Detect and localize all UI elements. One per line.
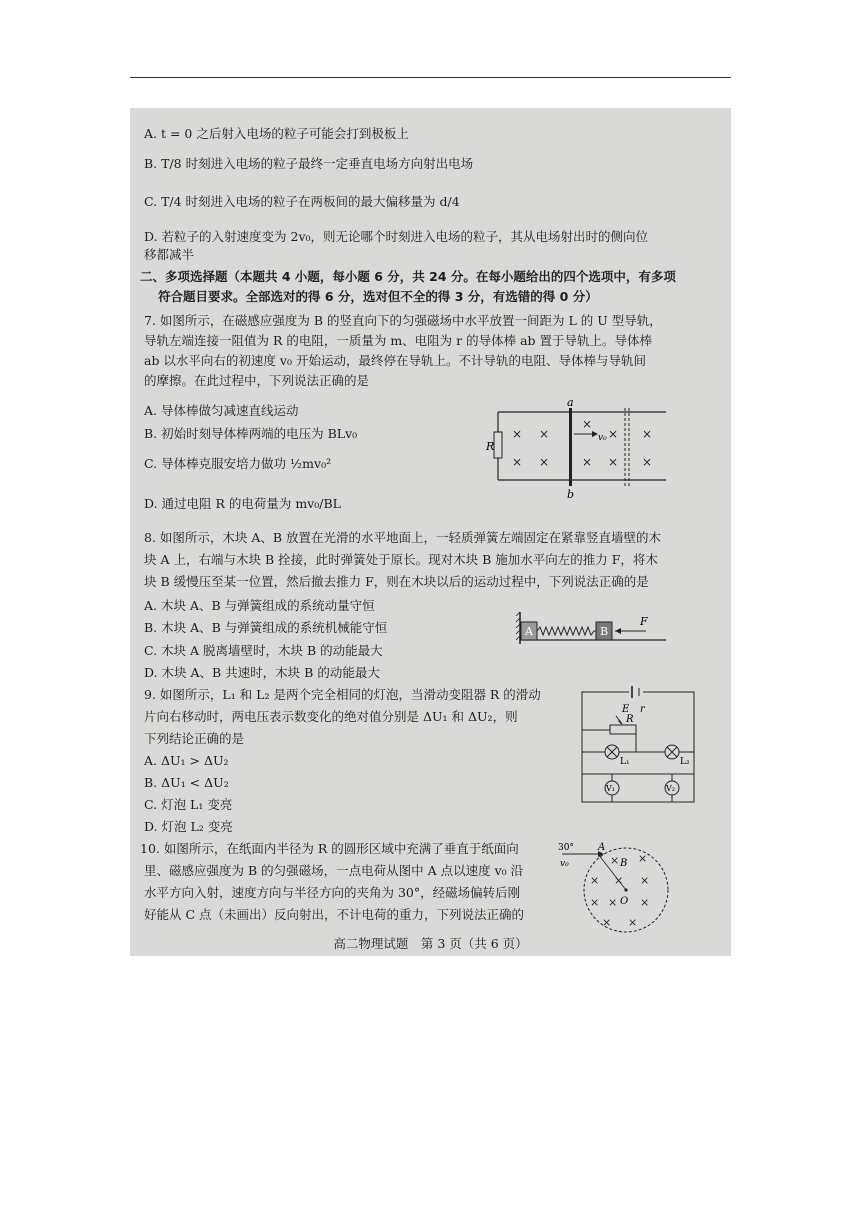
velocity-v0-label: v₀ [560,859,569,869]
field-cross-icon: × [582,455,593,469]
field-cross-icon: × [582,417,593,431]
q6-option-a: A. t = 0 之后射入电场的粒子可能会打到极板上 [144,126,409,141]
field-cross-icon: × [590,874,600,887]
q7-stem-line2: 导轨左端连接一阻值为 R 的电阻，一质量为 m、电阻为 r 的导体棒 ab 置于导轨上。导体棒 [144,333,653,348]
field-cross-icon: × [642,427,653,441]
q7-stem-line3: ab 以水平向右的初速度 v₀ 开始运动，最终停在导轨上。不计导轨的电阻、导体棒与导轨间 [144,353,646,368]
q10-stem-line4: 好能从 C 点（未画出）反向射出，不计电荷的重力，下列说法正确的 [144,907,525,922]
q7-fig-label-b: b [567,488,575,501]
lamp-l1-label: L₁ [620,757,630,767]
q7-stem-line4: 的摩擦。在此过程中，下列说法正确的是 [144,373,370,388]
point-b-label: B [620,858,628,869]
section2-heading-line1: 二、多项选择题（本题共 4 小题，每小题 6 分，共 24 分。在每小题给出的四个选项中，有多项 [140,269,676,284]
field-cross-icon: × [512,455,523,469]
q10-stem-line2: 里、磁感应强度为 B 的匀强磁场，一点电荷从图中 A 点以速度 v₀ 沿 [144,863,524,878]
q9-circuit-figure [574,684,704,808]
q6-option-d-line1: D. 若粒子的入射速度变为 2v₀，则无论哪个时刻进入电场的粒子，其从电场射出时的侧向位 [144,229,649,244]
q10-stem-line1: 10. 如图所示，在纸面内半径为 R 的圆形区域中充满了垂直于纸面向 [140,841,519,856]
angle-30-label: 30° [558,843,574,853]
voltmeter-v2-label: V₂ [666,784,675,793]
field-cross-icon: × [640,896,650,909]
field-cross-icon: × [628,916,638,929]
q7-fig-label-r: R [486,440,495,453]
q7-option-a: A. 导体棒做匀减速直线运动 [144,403,299,418]
q9-option-a: A. ΔU₁ > ΔU₂ [144,753,229,768]
lamp-l2-label: L₂ [680,757,690,767]
force-f-label: F [640,615,648,628]
q7-fig-label-v0: v₀ [598,433,607,443]
q10-stem-line3: 水平方向入射，速度方向与半径方向的夹角为 30°，经磁场偏转后刚 [144,885,521,900]
q8-option-a: A. 木块 A、B 与弹簧组成的系统动量守恒 [144,598,375,613]
q8-stem-line2: 块 A 上，右端与木块 B 拴接，此时弹簧处于原长。现对木块 B 施加水平向左的推力 F，将木 [144,552,658,567]
point-a-label: A [598,842,606,853]
q7-option-b: B. 初始时刻导体棒两端的电压为 BLv₀ [144,426,358,441]
field-cross-icon: × [608,896,618,909]
field-cross-icon: × [590,896,600,909]
q8-option-c: C. 木块 A 脱离墙壁时，木块 B 的动能最大 [144,643,383,658]
q9-stem-line2: 片向右移动时，两电压表示数变化的绝对值分别是 ΔU₁ 和 ΔU₂，则 [144,709,518,724]
section2-heading-line2: 符合题目要求。全部选对的得 6 分，选对但不全的得 3 分，有选错的得 0 分） [158,289,598,304]
q8-option-d: D. 木块 A、B 共速时，木块 B 的动能最大 [144,665,380,680]
q9-stem-line1: 9. 如图所示，L₁ 和 L₂ 是两个完全相同的灯泡，当滑动变阻器 R 的滑动 [144,687,541,702]
field-cross-icon: × [642,455,653,469]
emf-label: E [622,704,630,715]
q6-option-b: B. T/8 时刻进入电场的粒子最终一定垂直电场方向射出电场 [144,156,474,171]
q6-option-d-line2: 移都减半 [144,247,195,262]
field-cross-icon: × [640,874,650,887]
block-a-label: A [525,625,533,638]
q9-option-d: D. 灯泡 L₂ 变亮 [144,819,233,834]
header-rule [130,77,731,78]
exam-page-photo [130,108,731,956]
q8-stem-line1: 8. 如图所示，木块 A、B 放置在光滑的水平地面上，一轻质弹簧左端固定在紧靠竖直墙壁的木 [144,530,662,545]
field-cross-icon: × [602,916,612,929]
q10-magnetic-field-figure [558,838,668,938]
q7-rail-figure [486,396,669,501]
field-cross-icon: × [608,455,619,469]
field-cross-icon: × [608,427,619,441]
q9-stem-line3: 下列结论正确的是 [144,731,245,746]
q9-option-c: C. 灯泡 L₁ 变亮 [144,797,233,812]
q8-option-b: B. 木块 A、B 与弹簧组成的系统机械能守恒 [144,620,388,635]
field-cross-icon: × [614,874,624,887]
center-o-label: O [620,896,629,907]
block-b-label: B [600,625,609,638]
page-footer: 高二物理试题 第 3 页（共 6 页） [333,936,528,951]
q6-option-c: C. T/4 时刻进入电场的粒子在两板间的最大偏移量为 d/4 [144,194,460,209]
q8-stem-line3: 块 B 缓慢压至某一位置，然后撤去推力 F，则在木块以后的运动过程中，下列说法正确的是 [144,574,649,589]
field-cross-icon: × [512,427,523,441]
q9-option-b: B. ΔU₁ < ΔU₂ [144,775,229,790]
internal-resistance-label: r [640,704,645,715]
field-cross-icon: × [539,455,550,469]
q8-spring-figure [516,608,666,648]
rheostat-label: R [626,714,634,725]
field-cross-icon: × [638,852,648,865]
q7-fig-label-a: a [567,396,574,409]
q7-stem-line1: 7. 如图所示，在磁感应强度为 B 的竖直向下的匀强磁场中水平放置一间距为 L 的 U 型导轨， [144,313,662,328]
q7-option-d: D. 通过电阻 R 的电荷量为 mv₀/BL [144,496,341,511]
field-cross-icon: × [539,427,550,441]
field-cross-icon: × [610,854,620,867]
q7-option-c: C. 导体棒克服安培力做功 ½mv₀² [144,456,332,471]
voltmeter-v1-label: V₁ [606,784,615,793]
